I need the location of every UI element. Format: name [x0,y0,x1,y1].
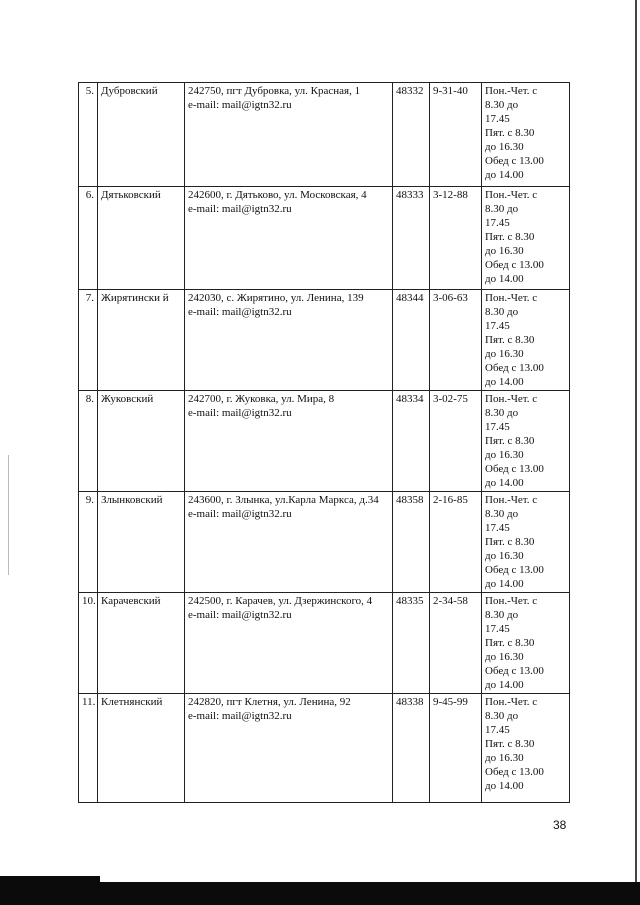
hours-line: Обед с 13.00 [485,259,544,271]
address-cell [185,290,393,391]
working-hours [482,83,570,187]
hours-line: до 14.00 [485,679,524,691]
address-cell [185,391,393,492]
district-name: Дятьковский [98,187,185,290]
phone-code: 48335 [393,593,430,694]
hours-line: 8.30 до [485,99,519,111]
hours-line: Пят. с 8.30 [485,127,535,139]
phone-number: 2-34-58 [430,593,482,694]
table-row [79,391,570,492]
district-name: Жирятински й [98,290,185,391]
hours-line: 17.45 [485,623,510,635]
row-number: 7. [79,290,98,391]
hours-line: Обед с 13.00 [485,564,544,576]
working-hours [482,492,570,593]
email-text: e-mail: mail@igtn32.ru [188,306,292,318]
hours-line: Обед с 13.00 [485,155,544,167]
hours-line: Пят. с 8.30 [485,738,535,750]
hours-line: Обед с 13.00 [485,766,544,778]
phone-number: 9-31-40 [430,83,482,187]
hours-line: 17.45 [485,217,510,229]
working-hours [482,694,570,803]
hours-line: Пят. с 8.30 [485,334,535,346]
address-text: 242820, пгт Клетня, ул. Ленина, 92 [188,696,351,708]
phone-code: 48333 [393,187,430,290]
scan-edge-mark [8,455,9,575]
phone-code: 48334 [393,391,430,492]
phone-number: 3-06-63 [430,290,482,391]
offices-table [78,82,570,803]
hours-line: 17.45 [485,113,510,125]
phone-code: 48338 [393,694,430,803]
hours-line: до 14.00 [485,169,524,181]
address-text: 242750, пгт Дубровка, ул. Красная, 1 [188,85,361,97]
scan-right-edge [635,0,637,905]
email-text: e-mail: mail@igtn32.ru [188,609,292,621]
hours-line: до 14.00 [485,477,524,489]
email-text: e-mail: mail@igtn32.ru [188,710,292,722]
district-name: Жуковский [98,391,185,492]
scan-bottom-border [0,882,640,905]
phone-number: 9-45-99 [430,694,482,803]
table-body [79,83,570,803]
phone-number: 3-12-88 [430,187,482,290]
district-name: Клетнянский [98,694,185,803]
phone-code: 48332 [393,83,430,187]
table-row [79,593,570,694]
hours-line: Пон.-Чет. с [485,595,538,607]
hours-line: 17.45 [485,320,510,332]
hours-line: до 16.30 [485,651,524,663]
phone-code: 48358 [393,492,430,593]
hours-line: 17.45 [485,522,510,534]
hours-line: до 16.30 [485,245,524,257]
working-hours [482,593,570,694]
row-number: 6. [79,187,98,290]
district-name: Злынковский [98,492,185,593]
hours-line: Пон.-Чет. с [485,696,538,708]
working-hours [482,290,570,391]
row-number: 5. [79,83,98,187]
table-row [79,492,570,593]
email-text: e-mail: mail@igtn32.ru [188,407,292,419]
address-text: 243600, г. Злынка, ул.Карла Маркса, д.34 [188,494,379,506]
hours-line: 8.30 до [485,508,519,520]
table-row [79,187,570,290]
hours-line: Пят. с 8.30 [485,536,535,548]
address-cell [185,83,393,187]
hours-line: Пят. с 8.30 [485,435,535,447]
hours-line: Пон.-Чет. с [485,393,538,405]
address-text: 242030, с. Жирятино, ул. Ленина, 139 [188,292,364,304]
row-number: 9. [79,492,98,593]
hours-line: 8.30 до [485,203,519,215]
email-text: e-mail: mail@igtn32.ru [188,508,292,520]
email-text: e-mail: mail@igtn32.ru [188,203,292,215]
row-number: 8. [79,391,98,492]
hours-line: до 16.30 [485,449,524,461]
row-number: 10. [79,593,98,694]
hours-line: до 16.30 [485,141,524,153]
address-cell [185,593,393,694]
address-cell [185,694,393,803]
hours-line: до 14.00 [485,780,524,792]
hours-line: до 16.30 [485,348,524,360]
table-row [79,83,570,187]
hours-line: до 14.00 [485,376,524,388]
email-text: e-mail: mail@igtn32.ru [188,99,292,111]
phone-code: 48344 [393,290,430,391]
hours-line: Пон.-Чет. с [485,494,538,506]
page-number: 38 [553,818,567,832]
address-cell [185,187,393,290]
hours-line: Обед с 13.00 [485,463,544,475]
address-text: 242500, г. Карачев, ул. Дзержинского, 4 [188,595,373,607]
hours-line: 17.45 [485,421,510,433]
district-name: Карачевский [98,593,185,694]
hours-line: до 16.30 [485,752,524,764]
hours-line: Обед с 13.00 [485,362,544,374]
working-hours [482,391,570,492]
hours-line: 17.45 [485,724,510,736]
hours-line: 8.30 до [485,609,519,621]
address-cell [185,492,393,593]
hours-line: 8.30 до [485,710,519,722]
address-text: 242600, г. Дятьково, ул. Московская, 4 [188,189,367,201]
district-name: Дубровский [98,83,185,187]
phone-number: 2-16-85 [430,492,482,593]
hours-line: 8.30 до [485,407,519,419]
hours-line: до 16.30 [485,550,524,562]
address-text: 242700, г. Жуковка, ул. Мира, 8 [188,393,335,405]
hours-line: Пон.-Чет. с [485,189,538,201]
hours-line: Пят. с 8.30 [485,231,535,243]
table-row [79,694,570,803]
hours-line: до 14.00 [485,273,524,285]
hours-line: 8.30 до [485,306,519,318]
hours-line: Обед с 13.00 [485,665,544,677]
table-row [79,290,570,391]
hours-line: Пят. с 8.30 [485,637,535,649]
hours-line: Пон.-Чет. с [485,292,538,304]
working-hours [482,187,570,290]
hours-line: до 14.00 [485,578,524,590]
hours-line: Пон.-Чет. с [485,85,538,97]
row-number: 11. [79,694,98,803]
phone-number: 3-02-75 [430,391,482,492]
